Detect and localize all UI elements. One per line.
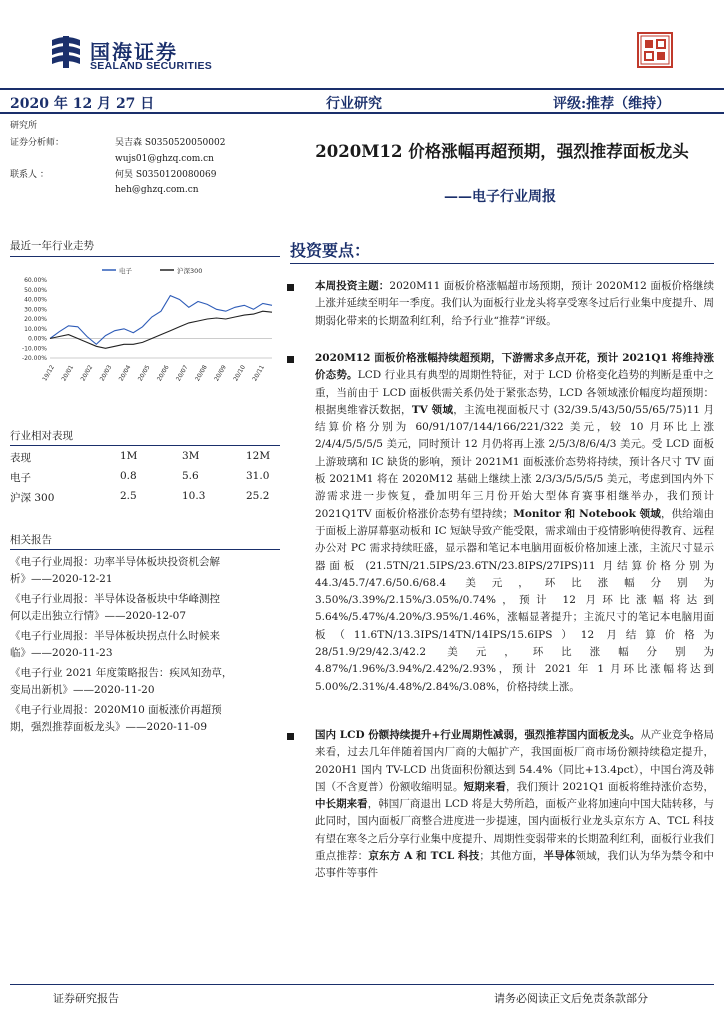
bullet-body: 从产业竞争格局来看，过去几年伴随着国内厂商的大幅扩产，我国面板厂商市场份额持续稳定提升，2020H1 国内 TV-LCD 出货面积份额达到 54.4%（同比+13.4pct），中国台湾及韩国（不含夏普）份额收缩明显。	[315, 729, 715, 793]
table-row	[10, 490, 282, 510]
bullet-square-icon	[287, 356, 294, 363]
table-cell: 10.3	[182, 490, 206, 502]
report-title-line: 变局出新机》——2020-11-20	[10, 683, 155, 696]
legend-label: 电子	[119, 267, 132, 275]
company-logo	[48, 34, 248, 74]
bullet-text	[315, 350, 714, 696]
x-tick-label: 20/07	[174, 364, 190, 383]
bullet-body: 领域，我们认为华为禁令和中芯事件等事件	[315, 850, 715, 880]
report-title-line: 期，强烈推荐面板龙头》——2020-11-09	[10, 720, 208, 733]
x-tick-label: 19/12	[41, 364, 57, 383]
bullet-body: 2020M11 面板价格涨幅超市场预期，预计 2020M12 面板价格继续上涨并延续至明年一季度。我们认为面板行业龙头将享受寒冬过后行业集中度提升、周期弱化带来的长期盈利红利，给予行业“推荐”评级。	[315, 280, 714, 327]
bullet-point	[290, 350, 714, 696]
series-line	[50, 311, 272, 348]
x-tick-label: 20/05	[136, 364, 152, 383]
report-title-line: 《电子行业 2021 年度策略报告：疾风知劲草，	[10, 667, 233, 679]
report-title-line: 《电子行业周报：功率半导体板块投资机会解	[10, 556, 220, 568]
footer-divider	[10, 984, 714, 985]
analyst-email: heh@ghzq.com.cn	[115, 185, 199, 195]
report-rating: 评级:推荐（维持）	[553, 96, 671, 112]
y-tick-label: 30.00%	[24, 306, 47, 314]
report-title-line: 《电子行业周报：2020M10 面板涨价再超预	[10, 704, 222, 716]
y-tick-label: 0.00%	[27, 335, 47, 343]
related-report-item[interactable]	[10, 591, 275, 624]
logo-chinese-name: 国海证券	[90, 40, 178, 64]
bullet-text	[315, 727, 714, 883]
bullet-heading: 本周投资主题：	[315, 280, 390, 292]
report-category: 行业研究	[326, 96, 382, 112]
table-header-cell: 3M	[182, 450, 200, 462]
y-tick-label: 10.00%	[24, 325, 47, 333]
divider	[10, 445, 280, 446]
x-tick-label: 20/09	[213, 364, 228, 383]
analyst-email: wujs01@ghzq.com.cn	[115, 154, 214, 164]
footer-left-text: 证券研究报告	[53, 992, 119, 1005]
table-header-row	[10, 450, 282, 470]
industry-trend-chart	[10, 264, 282, 404]
analyst-value: 吴吉森 S0350520050002	[115, 138, 226, 148]
bullet-emphasis: 京东方 A 和 TCL 科技	[368, 850, 480, 863]
report-title-line: 何以走出独立行情》——2020-12-07	[10, 609, 187, 622]
reports-section-title: 相关报告	[10, 534, 52, 546]
y-tick-label: 20.00%	[24, 316, 47, 323]
x-tick-label: 20/08	[194, 364, 209, 383]
bullet-body: ，韩国厂商退出 LCD 将是大势所趋，面板产业将加速向中国大陆转移，与此同时，国内面板厂商整合进度进一步提速，国内面板行业龙头京东方 A、TCL 科技有望在寒冬之后分享行业集中度提升、周期性变弱带来的长期盈利红利，面板行业我们重点推荐：	[315, 798, 714, 863]
y-tick-label: 60.00%	[24, 277, 47, 284]
analyst-label: 联系人 ：	[10, 170, 49, 180]
table-header-cell: 1M	[120, 450, 138, 462]
y-tick-label: 50.00%	[24, 286, 47, 294]
bullet-square-icon	[287, 733, 294, 740]
x-tick-label: 20/06	[155, 364, 171, 383]
bullet-body: ，我们预计 2021Q1 面板将维持涨价态势，	[506, 780, 715, 793]
bullet-point	[290, 727, 714, 883]
bullet-emphasis: 中长期来看	[315, 798, 368, 811]
bullet-point	[290, 278, 714, 330]
divider	[10, 256, 280, 257]
analyst-label: 研究所	[10, 121, 38, 131]
bullet-body: ，供给端由于面板上游屏幕驱动板和 IC 短缺导致产能受限，需求端由于疫情影响使得教育、远程办公对 PC 需求持续旺盛，显示器和笔记本电脑用面板价格加速上涨，主流尺寸显示器面板 (21.5TN/21.5IPS/23.6TN/23.8IPS/27IPS)11 月结算价格分别为 44.3/45.7/47.6/50.6/68.4 美元，环比涨幅分别为 3.50%/3.39%/2.15%/3.05%/0.74%，预计 12 月环比涨幅将达到 5.64%/5.47%/4.20%/3.95%/1.46%，涨幅显著提升；主流尺寸的笔记本电脑用面板（11.6TN/13.3IPS/14TN/14IPS/15.6IPS）12 月结算价格为 28/51.9/29/42.3/42.2 美元，环比涨幅分别为 4.87%/1.96%/3.94%/2.42%/2.93%，预计 2021 年 1 月环比涨幅将达到 5.00%/2.31%/4.48%/2.84%/3.08%，价格持续上涨。	[315, 507, 715, 693]
table-header-cell: 12M	[246, 450, 271, 462]
divider	[10, 549, 280, 550]
related-report-item[interactable]	[10, 628, 275, 661]
analyst-label: 证券分析师：	[10, 138, 65, 148]
report-title-line: 析》——2020-12-21	[10, 572, 113, 585]
table-cell: 2.5	[120, 490, 137, 502]
table-cell: 25.2	[246, 490, 270, 502]
bullet-body: ；其他方面，	[479, 850, 544, 863]
report-title-line: 《电子行业周报：半导体板块拐点什么时候来	[10, 630, 220, 642]
table-cell: 沪深 300	[10, 492, 55, 504]
table-cell: 0.8	[120, 470, 137, 482]
related-report-item[interactable]	[10, 665, 275, 698]
divider	[290, 263, 714, 264]
bullet-emphasis: Monitor 和 Notebook 领域	[513, 507, 661, 520]
bullet-heading: 国内 LCD 份额持续提升+行业周期性减弱，强烈推荐国内面板龙头。	[315, 729, 641, 741]
bullet-body: LCD 行业具有典型的周期性特征，对于 LCD 价格变化趋势的判断是重中之重，当前由于 LCD 面板供需关系仍处于紧张态势，LCD 各领域涨价幅度均超预期：根据奥维睿沃数据，	[315, 369, 715, 416]
report-date: 2020 年 12 月 27 日	[10, 96, 155, 112]
y-tick-label: -10.00%	[21, 345, 47, 353]
bullet-body: ，主流电视面板尺寸 (32/39.5/43/50/55/65/75)11 月结算价格分别为 60/91/107/144/166/221/322 美元，较 10 月环比上涨 2/4/4/5/5/5/5 美元，同时预计 12 月仍将再上涨 2/5/3/8/6/4/3 美元。受 LCD 面板上游玻璃和 IC 缺货的影响，预计 2021M1 面板涨价态势将持续，预计各尺寸 TV 面板 2021M1 将在 2020M12 基础上继续上涨 2/3/3/5/5/5/5 美元，考虑到国内外下游需求进一步恢复，叠加明年三月份开始大型体育赛事相继举办，我们预计 2021Q1TV 面板价格涨价态势有望持续；	[315, 403, 715, 520]
research-seal-icon	[637, 32, 673, 68]
x-tick-label: 20/02	[79, 364, 95, 383]
x-tick-label: 20/04	[117, 364, 133, 383]
bullet-emphasis: TV 领域	[411, 403, 454, 416]
report-info-bar	[0, 88, 724, 114]
bullet-square-icon	[287, 284, 294, 291]
trend-section-title: 最近一年行业走势	[10, 240, 94, 252]
x-tick-label: 20/03	[98, 364, 114, 383]
table-row	[10, 470, 282, 490]
report-title-line: 《电子行业周报：半导体设备板块中华峰测控	[10, 593, 220, 605]
key-points-title: 投资要点：	[290, 241, 371, 260]
report-title: 2020M12 价格涨幅再超预期，强烈推荐面板龙头	[315, 142, 689, 161]
x-tick-label: 20/01	[60, 364, 76, 383]
footer-disclaimer: 请务必阅读正文后免责条款部分	[494, 992, 648, 1005]
performance-section-title: 行业相对表现	[10, 430, 73, 442]
table-cell: 5.6	[182, 470, 199, 482]
bullet-text	[315, 278, 714, 330]
legend-label: 沪深300	[177, 267, 203, 275]
bullet-emphasis: 短期来看	[463, 780, 507, 793]
related-report-item[interactable]	[10, 702, 275, 735]
report-title-line: 临》——2020-11-23	[10, 646, 113, 659]
table-header-cell: 表现	[10, 452, 31, 464]
bullet-emphasis: 半导体	[543, 850, 576, 863]
table-cell: 电子	[10, 472, 31, 484]
logo-english-name: SEALAND SECURITIES	[90, 60, 213, 72]
bullet-heading: 2020M12 面板价格涨幅持续超预期，下游需求多点开花，预计 2021Q1 将维持涨价态势。	[315, 352, 714, 382]
y-tick-label: 40.00%	[24, 296, 47, 304]
sealand-logo-icon	[48, 34, 84, 70]
table-cell: 31.0	[246, 470, 270, 482]
series-line	[50, 296, 272, 345]
report-subtitle: ——电子行业周报	[444, 189, 556, 205]
x-tick-label: 20/11	[251, 364, 267, 383]
y-tick-label: -20.00%	[21, 355, 47, 362]
analyst-value: 何昊 S0350120080069	[115, 170, 217, 180]
page-header	[0, 0, 724, 86]
x-tick-label: 20/10	[232, 364, 247, 383]
related-report-item[interactable]	[10, 554, 275, 587]
